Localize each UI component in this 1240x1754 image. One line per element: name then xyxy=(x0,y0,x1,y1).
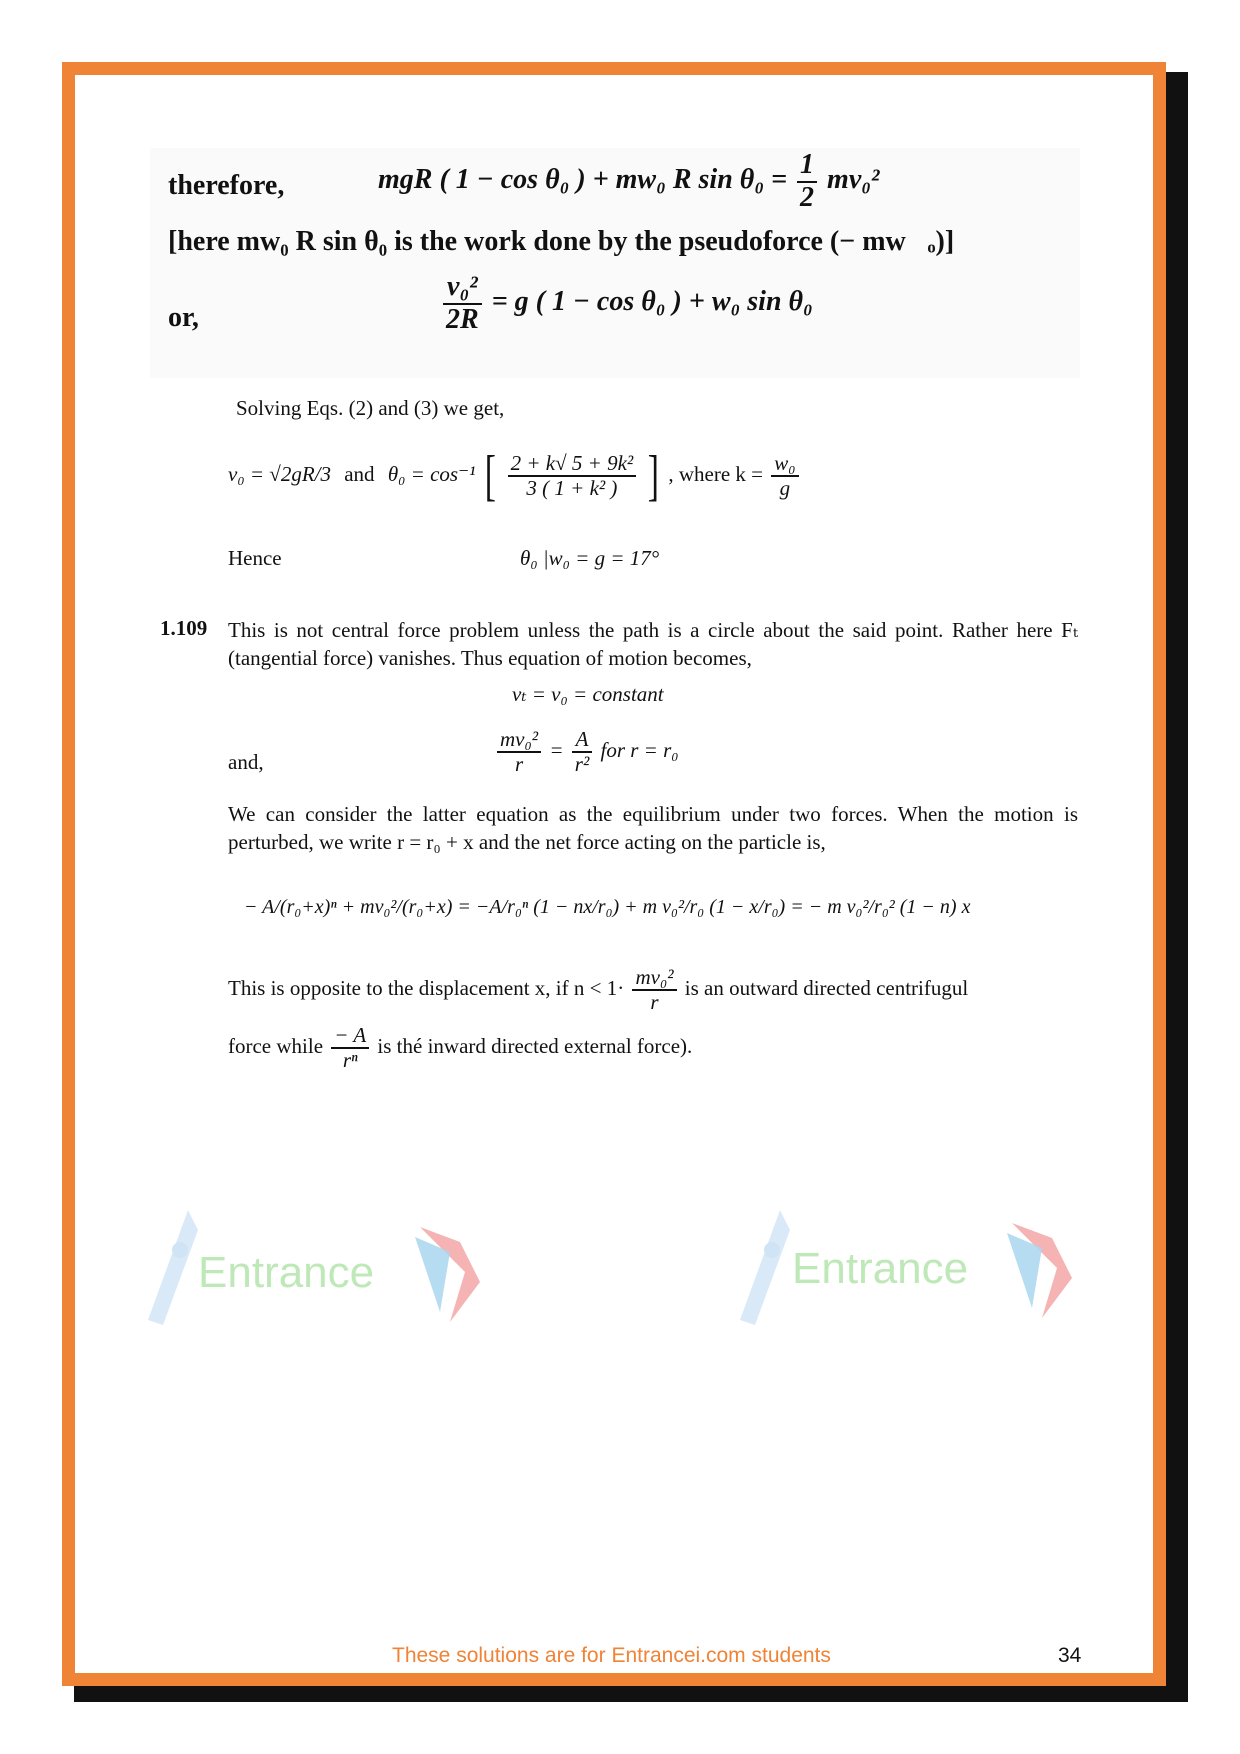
equation-velocity-rhs: = g ( 1 − cos θ₀ ) + w₀ sin θ₀ xyxy=(491,286,813,318)
equation-energy-lhs: mgR ( 1 − cos θ₀ ) + mw₀ R sin θ₀ = xyxy=(378,164,788,196)
fraction-v0-2R xyxy=(443,272,482,336)
v0-expression: v₀ = √2gR/3 xyxy=(228,461,331,486)
fraction-num: mv₀² xyxy=(632,966,676,991)
force-while-b: is thé inward directed external force). xyxy=(377,1033,693,1058)
hence-label: Hence xyxy=(228,546,282,570)
fraction-den: 3 ( 1 + k² ) xyxy=(526,476,618,500)
fraction-num: w₀ xyxy=(771,452,798,477)
watermark-left-i-icon xyxy=(410,1222,490,1332)
opposite-text xyxy=(228,966,968,1014)
fraction-half xyxy=(797,150,817,214)
fraction-den: 2 xyxy=(800,181,815,213)
net-force-equation: − A/(r₀+x)ⁿ + mv₀²/(r₀+x) = −A/r₀ⁿ (1 − nx/r₀) + m v₀²/r₀ (1 − x/r₀) = − m v₀²/r₀² (1 − n) x xyxy=(244,896,971,918)
equation-constant-velocity: vₜ = v₀ = constant xyxy=(512,682,664,706)
fraction-num: mv₀² xyxy=(497,728,541,753)
watermark-left-text: Entrance xyxy=(198,1248,375,1297)
theta-fraction xyxy=(508,452,637,500)
fraction-centrifugal xyxy=(632,966,676,1014)
fraction-den: rⁿ xyxy=(342,1048,358,1073)
k-fraction xyxy=(771,452,798,500)
force-while-a: force while xyxy=(228,1033,324,1058)
watermark-right-i-icon xyxy=(1002,1218,1082,1328)
equation-equilibrium xyxy=(494,728,679,776)
and-label: and, xyxy=(228,750,264,774)
hence-equation: θ₀ |w₀ = g = 17° xyxy=(520,546,660,570)
fraction-num: 2 + k√ 5 + 9k² xyxy=(508,452,637,477)
fraction-A-r2 xyxy=(572,728,592,776)
opposite-text-b: is an outward directed centrifugul xyxy=(684,975,969,1000)
fraction-den: r xyxy=(514,752,524,777)
fraction-den: g xyxy=(779,476,791,500)
label-or: or, xyxy=(168,302,199,333)
problem-number: 1.109 xyxy=(160,616,208,640)
label-therefore: therefore, xyxy=(168,170,285,201)
force-while-text xyxy=(228,1024,692,1072)
equation-energy xyxy=(378,150,879,214)
bracket-note: [here mw₀ R sin θ₀ is the work done by the pseudoforce (− mw⃗ₒ)] xyxy=(168,226,955,257)
fraction-den: r xyxy=(650,990,659,1015)
theta0-expression: θ₀ = cos⁻¹ xyxy=(387,461,476,486)
equation-energy-rhs: mv₀² xyxy=(827,164,880,196)
watermark-right-text: Entrance xyxy=(792,1244,969,1293)
equation-tail: for r = r₀ xyxy=(600,737,679,762)
fraction-den: r² xyxy=(574,752,590,777)
solution-equation xyxy=(228,445,802,507)
where-text: , where k = xyxy=(668,461,764,486)
and-word: and xyxy=(344,461,375,486)
fraction-den: 2R xyxy=(446,303,479,335)
page-number: 34 xyxy=(1058,1644,1082,1667)
fraction-num: 1 xyxy=(797,150,817,183)
fraction-A-rn xyxy=(331,1024,369,1072)
problem-text: This is not central force problem unless the path is a circle about the said point. Rather here Fₜ (tangential force) vanishes. Thus equation of motion becomes, xyxy=(228,618,1078,670)
fraction-num: − A xyxy=(331,1024,369,1049)
fraction-mv0-r xyxy=(497,728,541,776)
perturbation-text: We can consider the latter equation as the equilibrium under two forces. When the motion is perturbed, we write r = r₀ + x and the net force acting on the particle is, xyxy=(228,802,1078,854)
equals: = xyxy=(549,737,564,762)
opposite-text-a: This is opposite to the displacement x, if n < 1· xyxy=(228,975,625,1000)
right-bracket: ] xyxy=(648,445,660,507)
left-bracket: [ xyxy=(484,445,496,507)
equation-velocity xyxy=(440,272,813,336)
solving-intro: Solving Eqs. (2) and (3) we get, xyxy=(236,396,505,420)
footer-text: These solutions are for Entrancei.com students xyxy=(392,1644,831,1667)
fraction-num: A xyxy=(572,728,592,753)
fraction-num: v₀² xyxy=(443,272,482,305)
